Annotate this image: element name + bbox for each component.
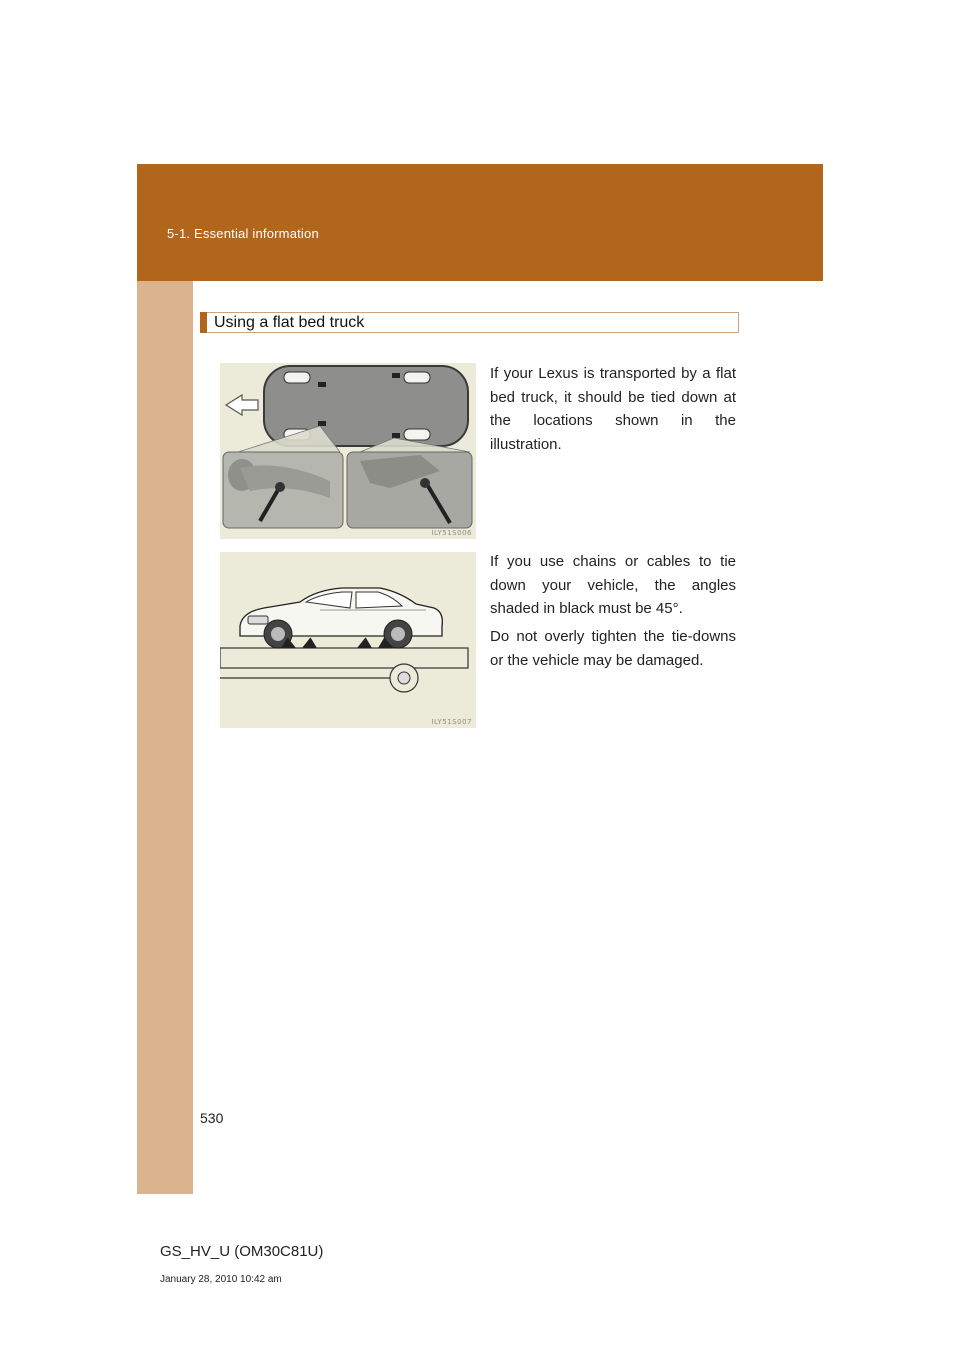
document-code: GS_HV_U (OM30C81U) <box>160 1243 324 1260</box>
section-title: Using a flat bed truck <box>214 314 365 331</box>
page-number: 530 <box>200 1110 224 1126</box>
section-label: 5-1. Essential information <box>167 226 319 241</box>
header-band <box>137 164 823 281</box>
paragraph-chain-angles: If you use chains or cables to tie down your vehicle, the angles shaded in black must be 45°. <box>490 553 736 618</box>
title-accent <box>200 312 207 333</box>
document-date: January 28, 2010 10:42 am <box>160 1274 282 1285</box>
illustration-code: ILY51S006 <box>431 529 472 537</box>
illustration-code: ILY51S007 <box>431 718 472 726</box>
paragraph-overtighten-warning: Do not overly tighten the tie-downs or the vehicle may be damaged. <box>490 628 736 669</box>
side-band <box>137 164 193 1194</box>
paragraph-tie-down-locations: If your Lexus is transported by a flat bed truck, it should be tied down at the locations shown in the illustration. <box>490 365 736 453</box>
flat-bed-illustration <box>220 552 476 728</box>
tie-down-locations-illustration <box>220 363 476 539</box>
